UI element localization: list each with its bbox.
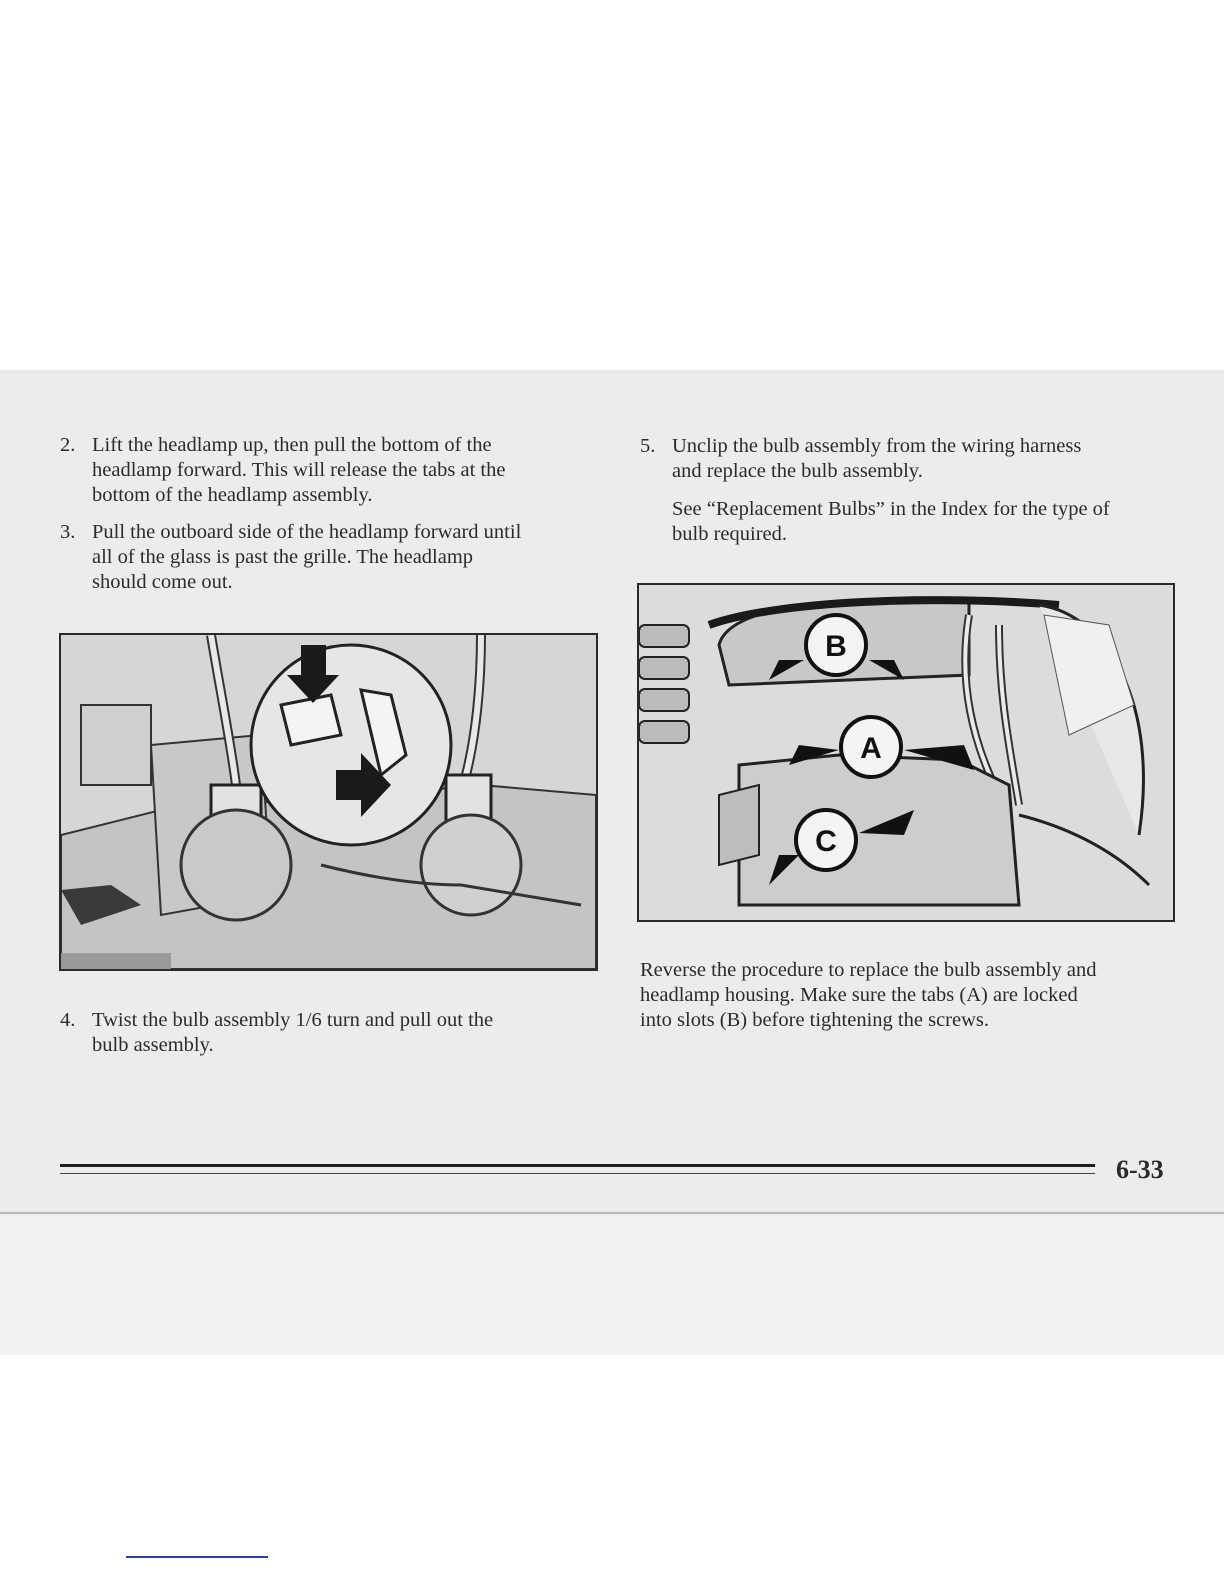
step-2-line-1: Lift the headlamp up, then pull the bottom of the — [92, 434, 492, 456]
headlamp-bulb-drawing — [61, 635, 596, 969]
closing-line-1: Reverse the procedure to replace the bulb assembly and — [640, 959, 1097, 981]
step-4-number: 4. — [60, 1009, 76, 1031]
step-3 — [60, 520, 600, 598]
step-3-line-2: all of the glass is past the grille. The headlamp — [92, 546, 474, 568]
headlamp-bulb-illustration — [59, 633, 598, 971]
label-c: C — [815, 825, 837, 858]
page-edge-line — [0, 1212, 1224, 1214]
step-2-line-2: headlamp forward. This will release the tabs at the — [92, 459, 506, 481]
step-3-number: 3. — [60, 521, 76, 543]
step-3-line-1: Pull the outboard side of the headlamp forward until — [92, 521, 522, 543]
step-5-line-1: Unclip the bulb assembly from the wiring harness — [672, 435, 1082, 457]
scan-edge-mark — [126, 1556, 268, 1558]
page-number: 6-33 — [1116, 1155, 1164, 1184]
step-4-line-2: bulb assembly. — [92, 1034, 214, 1056]
label-a: A — [860, 732, 882, 765]
step-2-line-3: bottom of the headlamp assembly. — [92, 484, 373, 506]
footer-rule-thin — [60, 1173, 1095, 1174]
step-4-line-1: Twist the bulb assembly 1/6 turn and pull out the — [92, 1009, 494, 1031]
step-2-number: 2. — [60, 434, 76, 456]
note-line-2: bulb required. — [672, 523, 787, 545]
headlamp-housing-illustration — [637, 583, 1175, 922]
step-5 — [640, 434, 1170, 486]
step-4 — [60, 1008, 580, 1060]
closing-line-3: into slots (B) before tightening the screws. — [640, 1009, 990, 1031]
replacement-bulbs-note — [672, 497, 1192, 549]
label-b: B — [825, 630, 847, 663]
reassembly-paragraph — [640, 958, 1185, 1036]
step-2 — [60, 433, 590, 511]
footer-rule — [60, 1164, 1095, 1167]
step-5-line-2: and replace the bulb assembly. — [672, 460, 923, 482]
closing-line-2: headlamp housing. Make sure the tabs (A) are locked — [640, 984, 1078, 1006]
headlamp-housing-drawing — [639, 585, 1173, 920]
step-5-number: 5. — [640, 435, 656, 457]
page-lower-strip — [0, 1215, 1224, 1355]
step-3-line-3: should come out. — [92, 571, 233, 593]
note-line-1: See “Replacement Bulbs” in the Index for the type of — [672, 498, 1110, 520]
